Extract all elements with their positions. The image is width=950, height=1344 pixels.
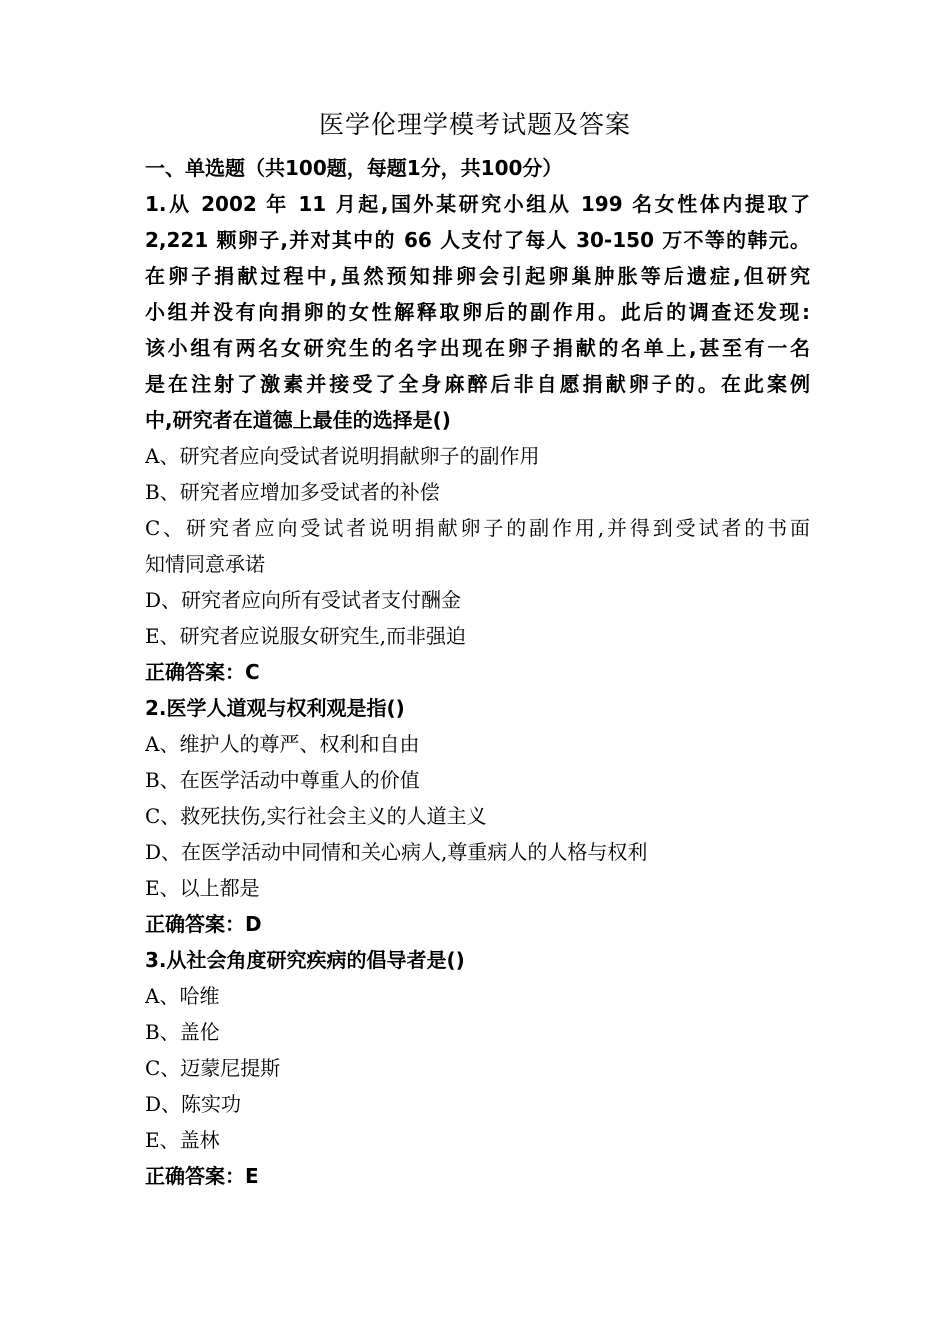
option-d: D、研究者应向所有受试者支付酬金 bbox=[145, 588, 462, 612]
option-e: E、盖林 bbox=[145, 1128, 220, 1152]
question-1 bbox=[145, 186, 810, 690]
correct-answer: 正确答案：D bbox=[145, 912, 262, 936]
question-3 bbox=[145, 942, 810, 1194]
document-title: 医学伦理学模考试题及答案 bbox=[318, 110, 631, 139]
option-e: E、研究者应说服女研究生,而非强迫 bbox=[145, 624, 466, 648]
option-a: A、研究者应向受试者说明捐献卵子的副作用 bbox=[145, 444, 540, 468]
option-c: C、救死扶伤,实行社会主义的人道主义 bbox=[145, 804, 487, 828]
option-d: D、在医学活动中同情和关心病人,尊重病人的人格与权利 bbox=[145, 840, 648, 864]
correct-answer: 正确答案：E bbox=[145, 1164, 259, 1188]
option-d: D、陈实功 bbox=[145, 1092, 242, 1116]
question-stem-line: 小组并没有向捐卵的女性解释取卵后的副作用。此后的调查还发现: bbox=[145, 300, 810, 324]
document-body bbox=[145, 150, 810, 1194]
option-b: B、研究者应增加多受试者的补偿 bbox=[145, 480, 440, 504]
option-e: E、以上都是 bbox=[145, 876, 260, 900]
question-stem-line: 在卵子捐献过程中,虽然预知排卵会引起卵巢肿胀等后遗症,但研究 bbox=[145, 264, 810, 288]
question-2 bbox=[145, 690, 810, 942]
option-a: A、维护人的尊严、权利和自由 bbox=[145, 732, 420, 756]
question-stem-line: 该小组有两名女研究生的名字出现在卵子捐献的名单上,甚至有一名 bbox=[145, 336, 810, 360]
section-heading: 一、单选题（共100题，每题1分，共100分） bbox=[145, 156, 563, 180]
option-b: B、盖伦 bbox=[145, 1020, 220, 1044]
question-stem-line: 中,研究者在道德上最佳的选择是() bbox=[145, 408, 451, 432]
question-stem-line: 2.医学人道观与权利观是指() bbox=[145, 696, 405, 720]
option-c: C、迈蒙尼提斯 bbox=[145, 1056, 281, 1080]
option-a: A、哈维 bbox=[145, 984, 220, 1008]
option-c-continued: 知情同意承诺 bbox=[145, 552, 265, 576]
question-stem-line: 3.从社会角度研究疾病的倡导者是() bbox=[145, 948, 465, 972]
option-c: C、研究者应向受试者说明捐献卵子的副作用,并得到受试者的书面 bbox=[145, 516, 810, 540]
option-b: B、在医学活动中尊重人的价值 bbox=[145, 768, 420, 792]
question-stem-line: 2,221 颗卵子,并对其中的 66 人支付了每人 30-150 万不等的韩元。 bbox=[145, 228, 810, 252]
correct-answer: 正确答案：C bbox=[145, 660, 260, 684]
question-stem-line: 1.从 2002 年 11 月起,国外某研究小组从 199 名女性体内提取了 bbox=[145, 192, 810, 216]
question-stem-line: 是在注射了激素并接受了全身麻醉后非自愿捐献卵子的。在此案例 bbox=[145, 372, 810, 396]
